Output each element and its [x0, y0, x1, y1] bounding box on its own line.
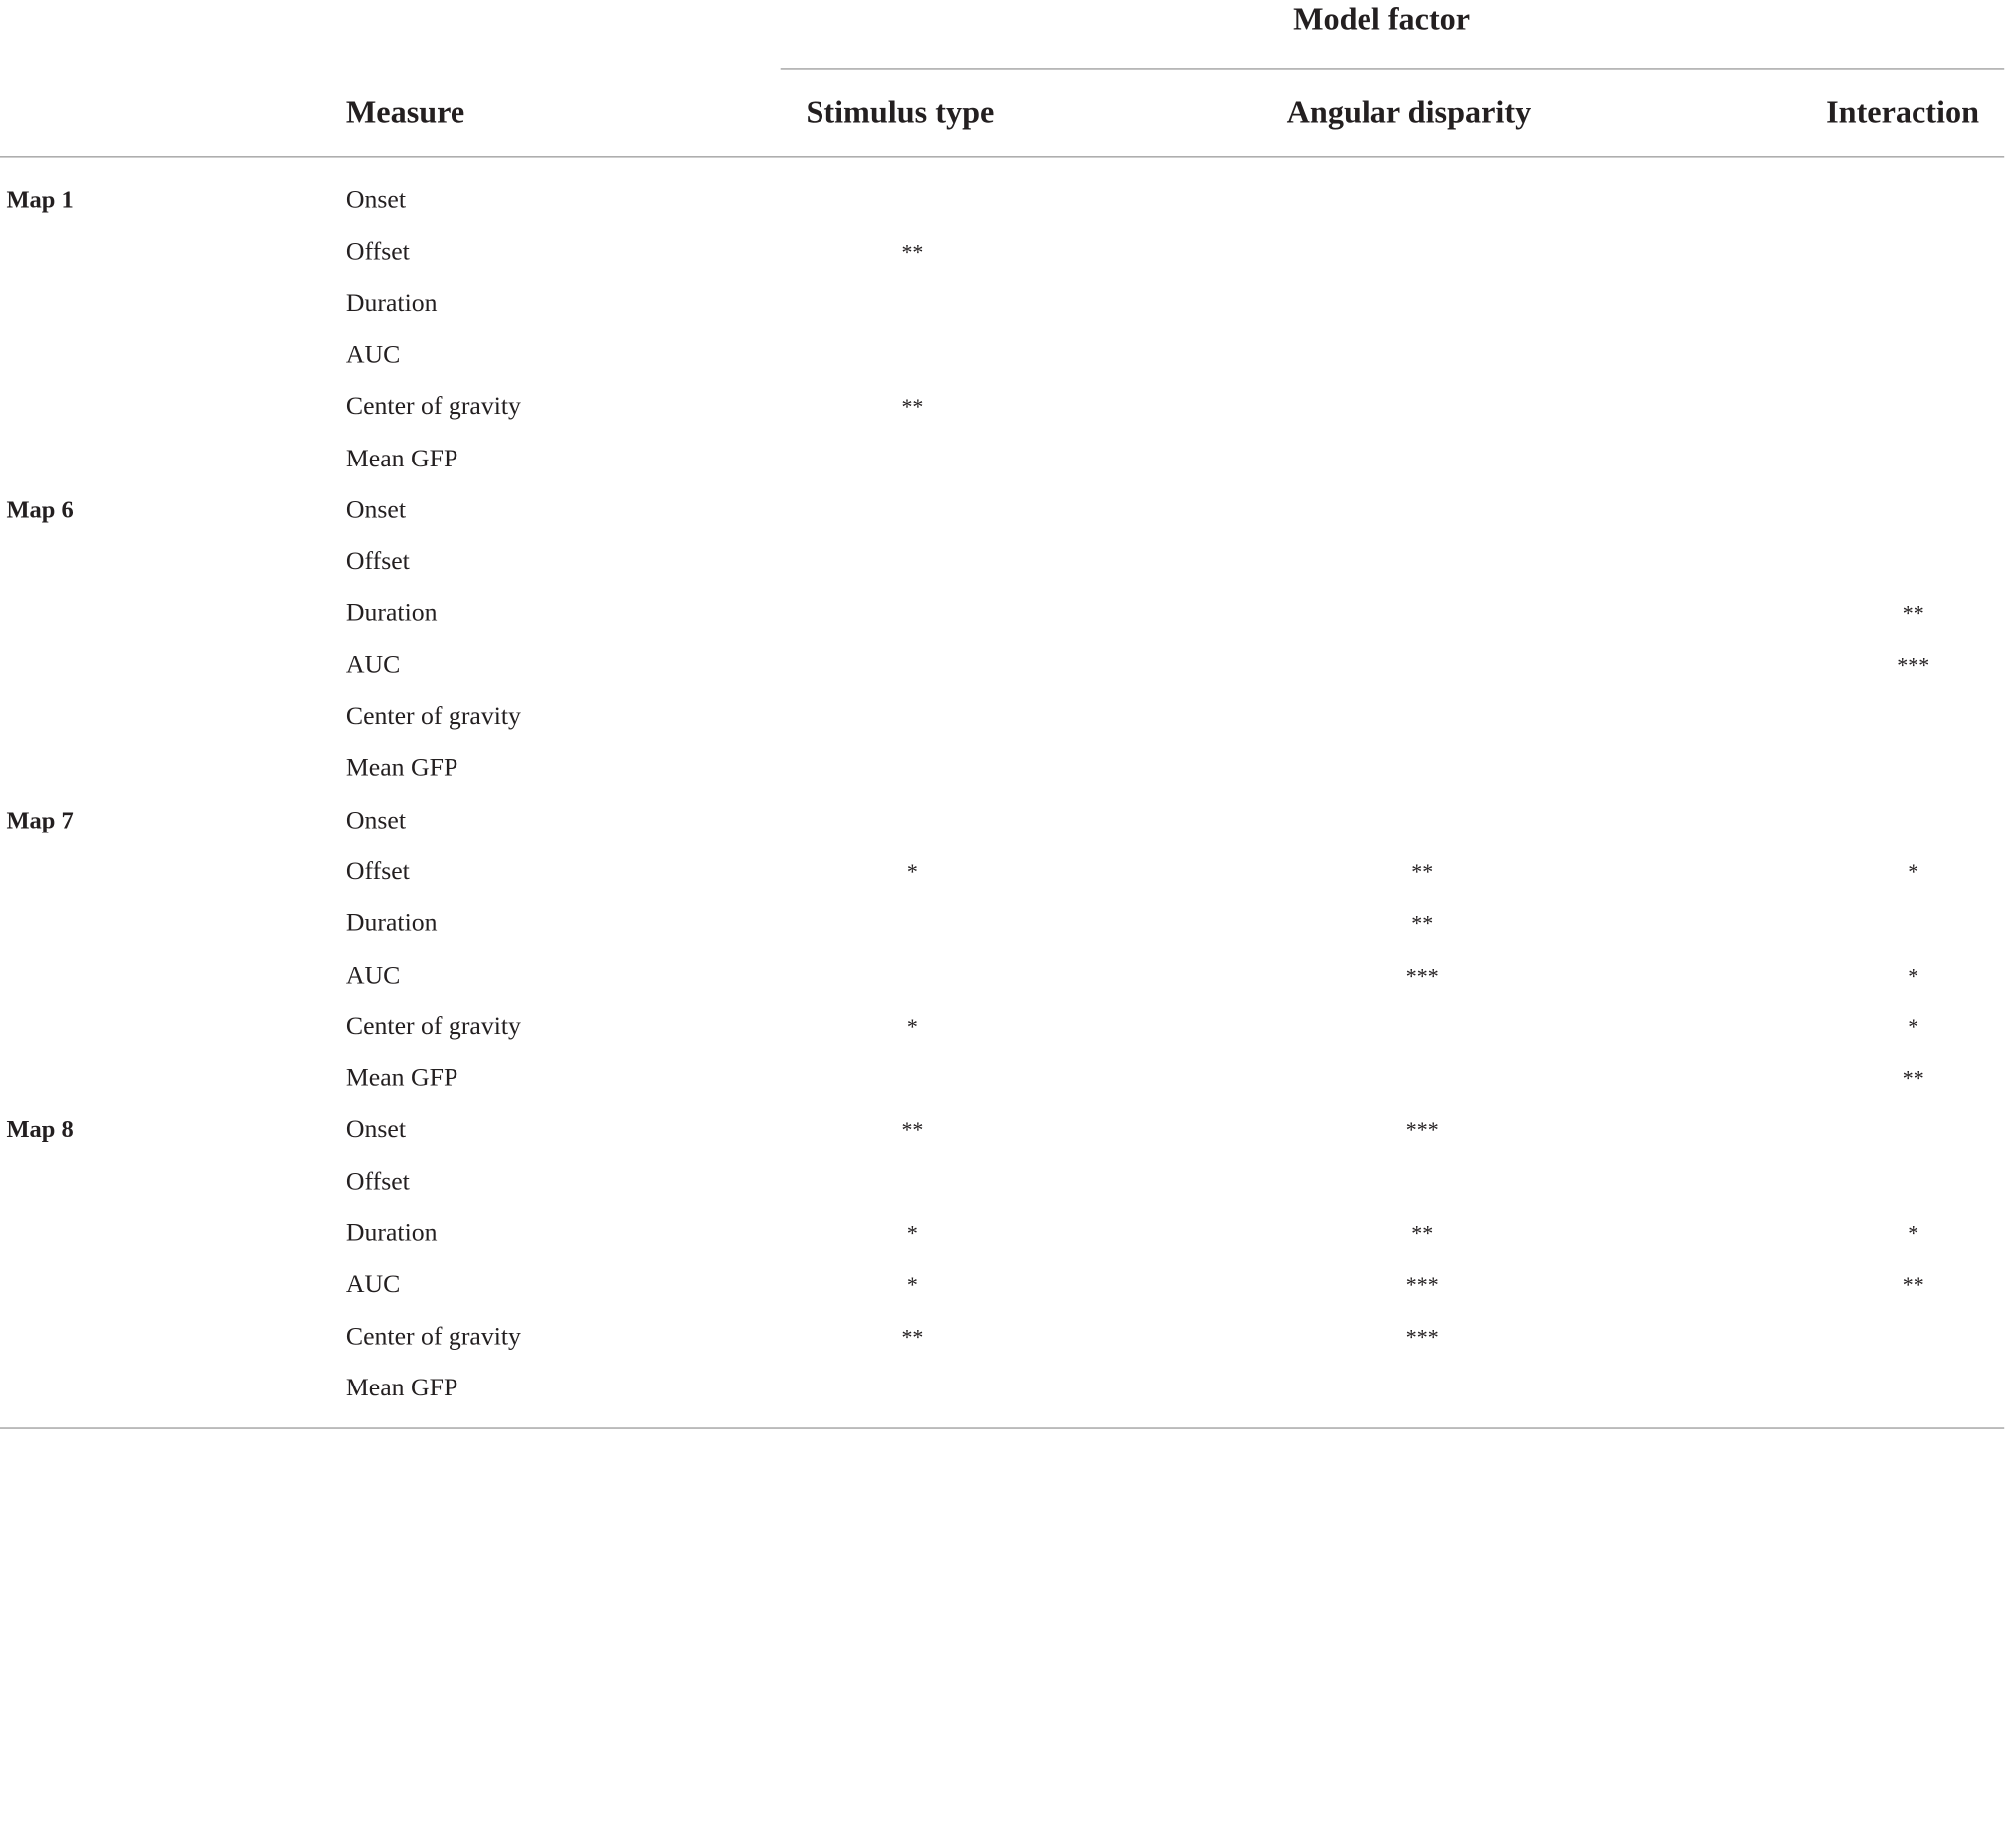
- measure-cell: Center of gravity: [345, 1012, 521, 1041]
- interaction-cell: *: [1908, 1220, 1919, 1246]
- header-bottom-rule: [0, 156, 2004, 157]
- measure-cell: Mean GFP: [345, 1063, 458, 1092]
- map-label: Map 7: [6, 807, 74, 834]
- header-stimulus-type: Stimulus type: [806, 95, 995, 131]
- stimulus-type-cell: *: [906, 1272, 918, 1298]
- measure-cell: Mean GFP: [345, 754, 458, 783]
- measure-cell: Mean GFP: [345, 444, 458, 472]
- measure-cell: Onset: [345, 1115, 407, 1144]
- measure-cell: Duration: [345, 599, 438, 628]
- measure-cell: Center of gravity: [345, 392, 521, 421]
- interaction-cell: **: [1902, 1272, 1924, 1298]
- measure-cell: Onset: [345, 805, 407, 834]
- interaction-cell: *: [1908, 1015, 1919, 1039]
- angular-disparity-cell: **: [1411, 911, 1434, 936]
- measure-cell: Offset: [345, 1167, 410, 1196]
- measure-cell: Offset: [345, 237, 410, 267]
- interaction-cell: *: [1908, 963, 1919, 988]
- measure-cell: AUC: [345, 650, 401, 679]
- interaction-cell: **: [1902, 1066, 1924, 1091]
- angular-disparity-cell: ***: [1405, 1272, 1439, 1298]
- stimulus-type-cell: **: [901, 240, 924, 265]
- map-label: Map 1: [6, 187, 74, 215]
- measure-cell: Offset: [345, 856, 410, 886]
- measure-cell: AUC: [345, 340, 401, 369]
- measure-cell: AUC: [345, 960, 401, 990]
- interaction-cell: *: [1908, 859, 1919, 884]
- interaction-cell: ***: [1897, 652, 1930, 678]
- map-label: Map 8: [6, 1116, 74, 1144]
- measure-cell: Onset: [345, 495, 407, 524]
- measure-cell: AUC: [345, 1270, 401, 1299]
- stimulus-type-cell: *: [906, 859, 918, 884]
- stimulus-type-cell: *: [906, 1220, 918, 1246]
- measure-cell: Duration: [345, 908, 438, 938]
- angular-disparity-cell: **: [1411, 1220, 1434, 1246]
- header-angular-disparity: Angular disparity: [1286, 95, 1532, 131]
- header-interaction: Interaction: [1826, 95, 1979, 131]
- measure-cell: Offset: [345, 547, 410, 576]
- measure-cell: Center of gravity: [345, 1322, 521, 1351]
- header-measure: Measure: [345, 95, 465, 131]
- angular-disparity-cell: ***: [1405, 1118, 1439, 1143]
- table-bottom-rule: [0, 1427, 2004, 1428]
- interaction-cell: **: [1902, 601, 1924, 627]
- group-header-rule: [781, 68, 2005, 69]
- measure-cell: Duration: [345, 288, 438, 318]
- stimulus-type-cell: **: [901, 1118, 924, 1143]
- stimulus-type-cell: **: [901, 395, 924, 420]
- measure-cell: Mean GFP: [345, 1374, 458, 1402]
- stimulus-type-cell: **: [901, 1324, 924, 1350]
- angular-disparity-cell: ***: [1405, 1324, 1439, 1350]
- measure-cell: Onset: [345, 185, 407, 215]
- map-label: Map 6: [6, 496, 74, 524]
- measure-cell: Duration: [345, 1218, 438, 1247]
- header-model-factor: Model factor: [1293, 2, 1471, 38]
- angular-disparity-cell: ***: [1405, 963, 1439, 988]
- stimulus-type-cell: *: [906, 1015, 918, 1039]
- angular-disparity-cell: **: [1411, 859, 1434, 884]
- measure-cell: Center of gravity: [345, 702, 521, 731]
